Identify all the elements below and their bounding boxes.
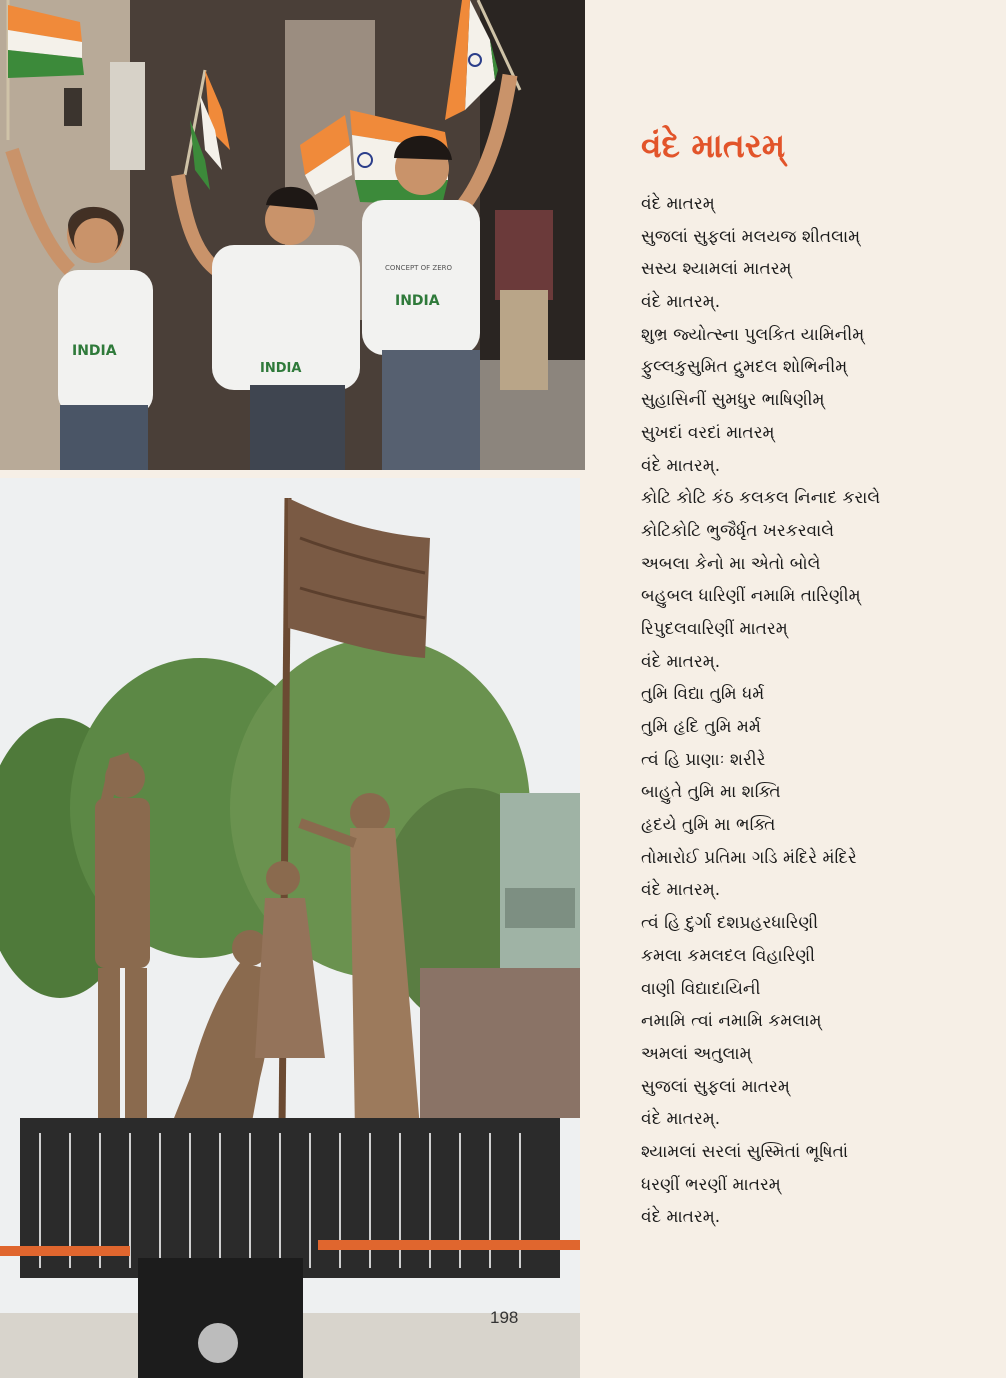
poem-line: રિપુદલવારિણીં માતરમ્ [641,618,788,639]
poem-line: નમામિ ત્વાં નમામિ કમલામ્ [641,1011,822,1032]
poem-line: સુજલાં સુફલાં માતરમ્ [641,1076,790,1097]
poem-line: ત્વં હિ દુર્ગા દશપ્રહરધારિણી [641,913,819,934]
poem-line: કોટિ કોટિ કંઠ કલકલ નિનાદ કરાલે [641,488,881,509]
poem-line: તુમિ વિદ્યા તુમિ ધર્મ [641,684,765,705]
poem-line: વંદે માતરમ્. [641,651,721,672]
poem-line: વંદે માતરમ્. [641,1207,721,1228]
poem-line: કમલા કમલદલ વિહારિણી [641,945,816,966]
poem-line: વંદે માતરમ્. [641,292,721,313]
page-number: 198 [490,1308,519,1327]
poem-line: વાણી વિદ્યાદાયિની [641,978,761,999]
poem-line: વંદે માતરમ્. [641,880,721,901]
poem-line: બહુબલ ધારિણીં નમામિ તારિણીમ્ [641,586,861,607]
poem-line: શ્યામલાં સરલાં સુસ્મિતાં ભૂષિતાં [641,1141,849,1162]
poem [641,188,991,1234]
poem-line: હૃદયે તુમિ મા ભક્તિ [641,815,776,836]
page-title: વંદે માતરમ્ [641,126,786,165]
poem-line: સુજલાં સુફલાં મલયજ શીતલામ્ [641,226,861,247]
poem-line: સસ્ય શ્યામલાં માતરમ્ [641,259,792,280]
poem-line: બાહુતે તુમિ મા શક્તિ [641,782,781,803]
poem-line: શુભ્ર જ્યોત્સ્ના પુલકિત યામિનીમ્ [641,324,865,345]
shirt-print-left: INDIA [72,343,117,359]
poem-line: કોટિકોટિ ભુજૈર્ધૃત ખરકરવાલે [641,520,835,541]
statue-monument-photo [0,478,580,1378]
shirt-print-right: INDIA [395,293,440,309]
poem-line: સુખદાં વરદાં માતરમ્ [641,422,775,443]
statue-illustration [0,478,580,1378]
poem-line: ત્વં હિ પ્રાણાઃ શરીરે [641,749,766,770]
flag-wavers-photo [0,0,585,470]
poem-line: અબલા કેનો મા એતો બોલે [641,553,821,574]
poem-line: તુમિ હૃદિ તુમિ મર્મ [641,717,761,737]
poem-line: વંદે માતરમ્. [641,1109,721,1130]
poem-line: અમલાં અતુલામ્ [641,1043,752,1064]
poem-line: તોમારોઈ પ્રતિમા ગડિ મંદિરે મંદિરે [641,847,857,868]
poem-line: ધરણીં ભરણીં માતરમ્ [641,1174,781,1195]
shirt-slogan: CONCEPT OF ZERO [385,264,453,272]
poem-line: વંદે માતરમ્. [641,455,721,476]
poem-line: સુહાસિનીં સુમધુર ભાષિણીમ્ [641,390,825,411]
flag-wavers-illustration [0,0,585,470]
poem-line: ફુલ્લકુસુમિત દ્રુમદલ શોભિનીમ્ [641,357,848,378]
poem-line: વંદે માતરમ્ [641,194,715,214]
shirt-print: INDIA [260,361,302,376]
